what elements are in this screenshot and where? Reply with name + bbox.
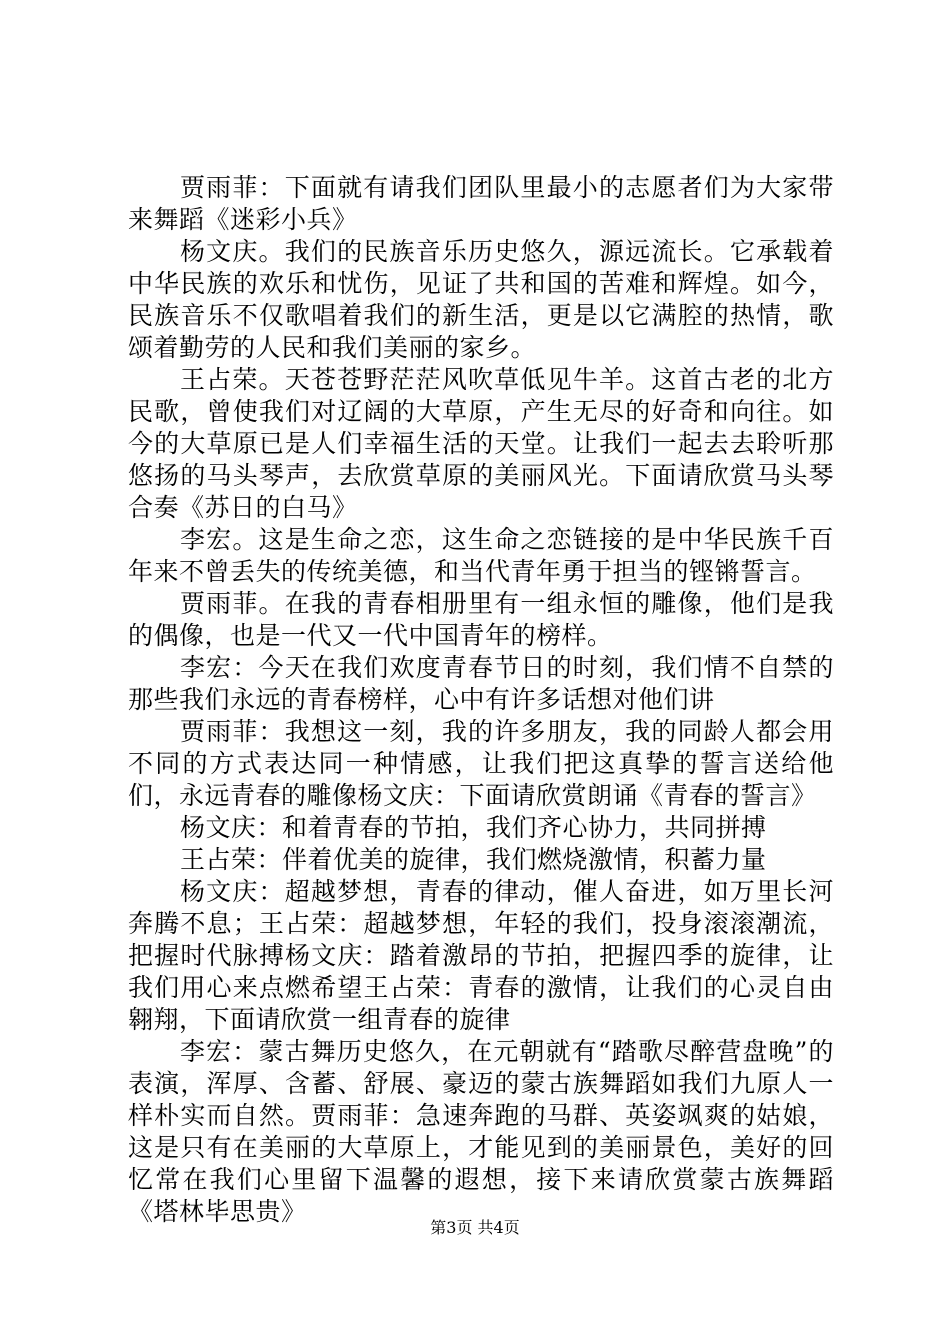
paragraph: 李宏。这是生命之恋，这生命之恋链接的是中华民族千百年来不曾丢失的传统美德，和当代青年勇于担当的铿锵誓言。 [128, 525, 834, 586]
paragraph: 贾雨菲：下面就有请我们团队里最小的志愿者们为大家带来舞蹈《迷彩小兵》 [128, 173, 834, 234]
paragraph: 杨文庆：和着青春的节拍，我们齐心协力，共同拼搏 [180, 813, 767, 842]
paragraph: 王占荣：伴着优美的旋律，我们燃烧激情，积蓄力量 [180, 845, 767, 874]
paragraph: 李宏：蒙古舞历史悠久，在元朝就有“踏歌尽醉营盘晚”的表演，浑厚、含蓄、舒展、豪迈的蒙古族舞蹈如我们九原人一样朴实而自然。贾雨菲：急速奔跑的马群、英姿飒爽的姑娘，这是只有在美丽的大草原上，才能见到的美丽景色，美好的回忆常在我们心里留下温馨的遐想，接下来请欣赏蒙古族舞蹈《塔林毕思贵》 [128, 1037, 834, 1226]
paragraph: 王占荣。天苍苍野茫茫风吹草低见牛羊。这首古老的北方民歌，曾使我们对辽阔的大草原，产生无尽的好奇和向往。如今的大草原已是人们幸福生活的天堂。让我们一起去去聆听那悠扬的马头琴声，去欣赏草原的美丽风光。下面请欣赏马头琴合奏《苏日的白马》 [128, 365, 834, 522]
page-number-footer: 第3页 共4页 [430, 1218, 520, 1237]
paragraph: 李宏：今天在我们欢度青春节日的时刻，我们情不自禁的那些我们永远的青春榜样，心中有许多话想对他们讲 [128, 653, 834, 714]
document-body [128, 172, 834, 1228]
paragraph: 贾雨菲：我想这一刻，我的许多朋友，我的同龄人都会用不同的方式表达同一种情感，让我们把这真挚的誓言送给他们，永远青春的雕像杨文庆：下面请欣赏朗诵《青春的誓言》 [128, 717, 834, 810]
paragraph: 贾雨菲。在我的青春相册里有一组永恒的雕像，他们是我的偶像，也是一代又一代中国青年的榜样。 [128, 589, 834, 650]
paragraph: 杨文庆：超越梦想，青春的律动，催人奋进，如万里长河奔腾不息；王占荣：超越梦想，年轻的我们，投身滚滚潮流，把握时代脉搏杨文庆：踏着激昂的节拍，把握四季的旋律，让我们用心来点燃希望王占荣：青春的激情，让我们的心灵自由翱翔，下面请欣赏一组青春的旋律 [128, 877, 834, 1034]
paragraph: 杨文庆。我们的民族音乐历史悠久，源远流长。它承载着中华民族的欢乐和忧伤，见证了共和国的苦难和辉煌。如今，民族音乐不仅歌唱着我们的新生活，更是以它满腔的热情，歌颂着勤劳的人民和我们美丽的家乡。 [128, 237, 834, 362]
